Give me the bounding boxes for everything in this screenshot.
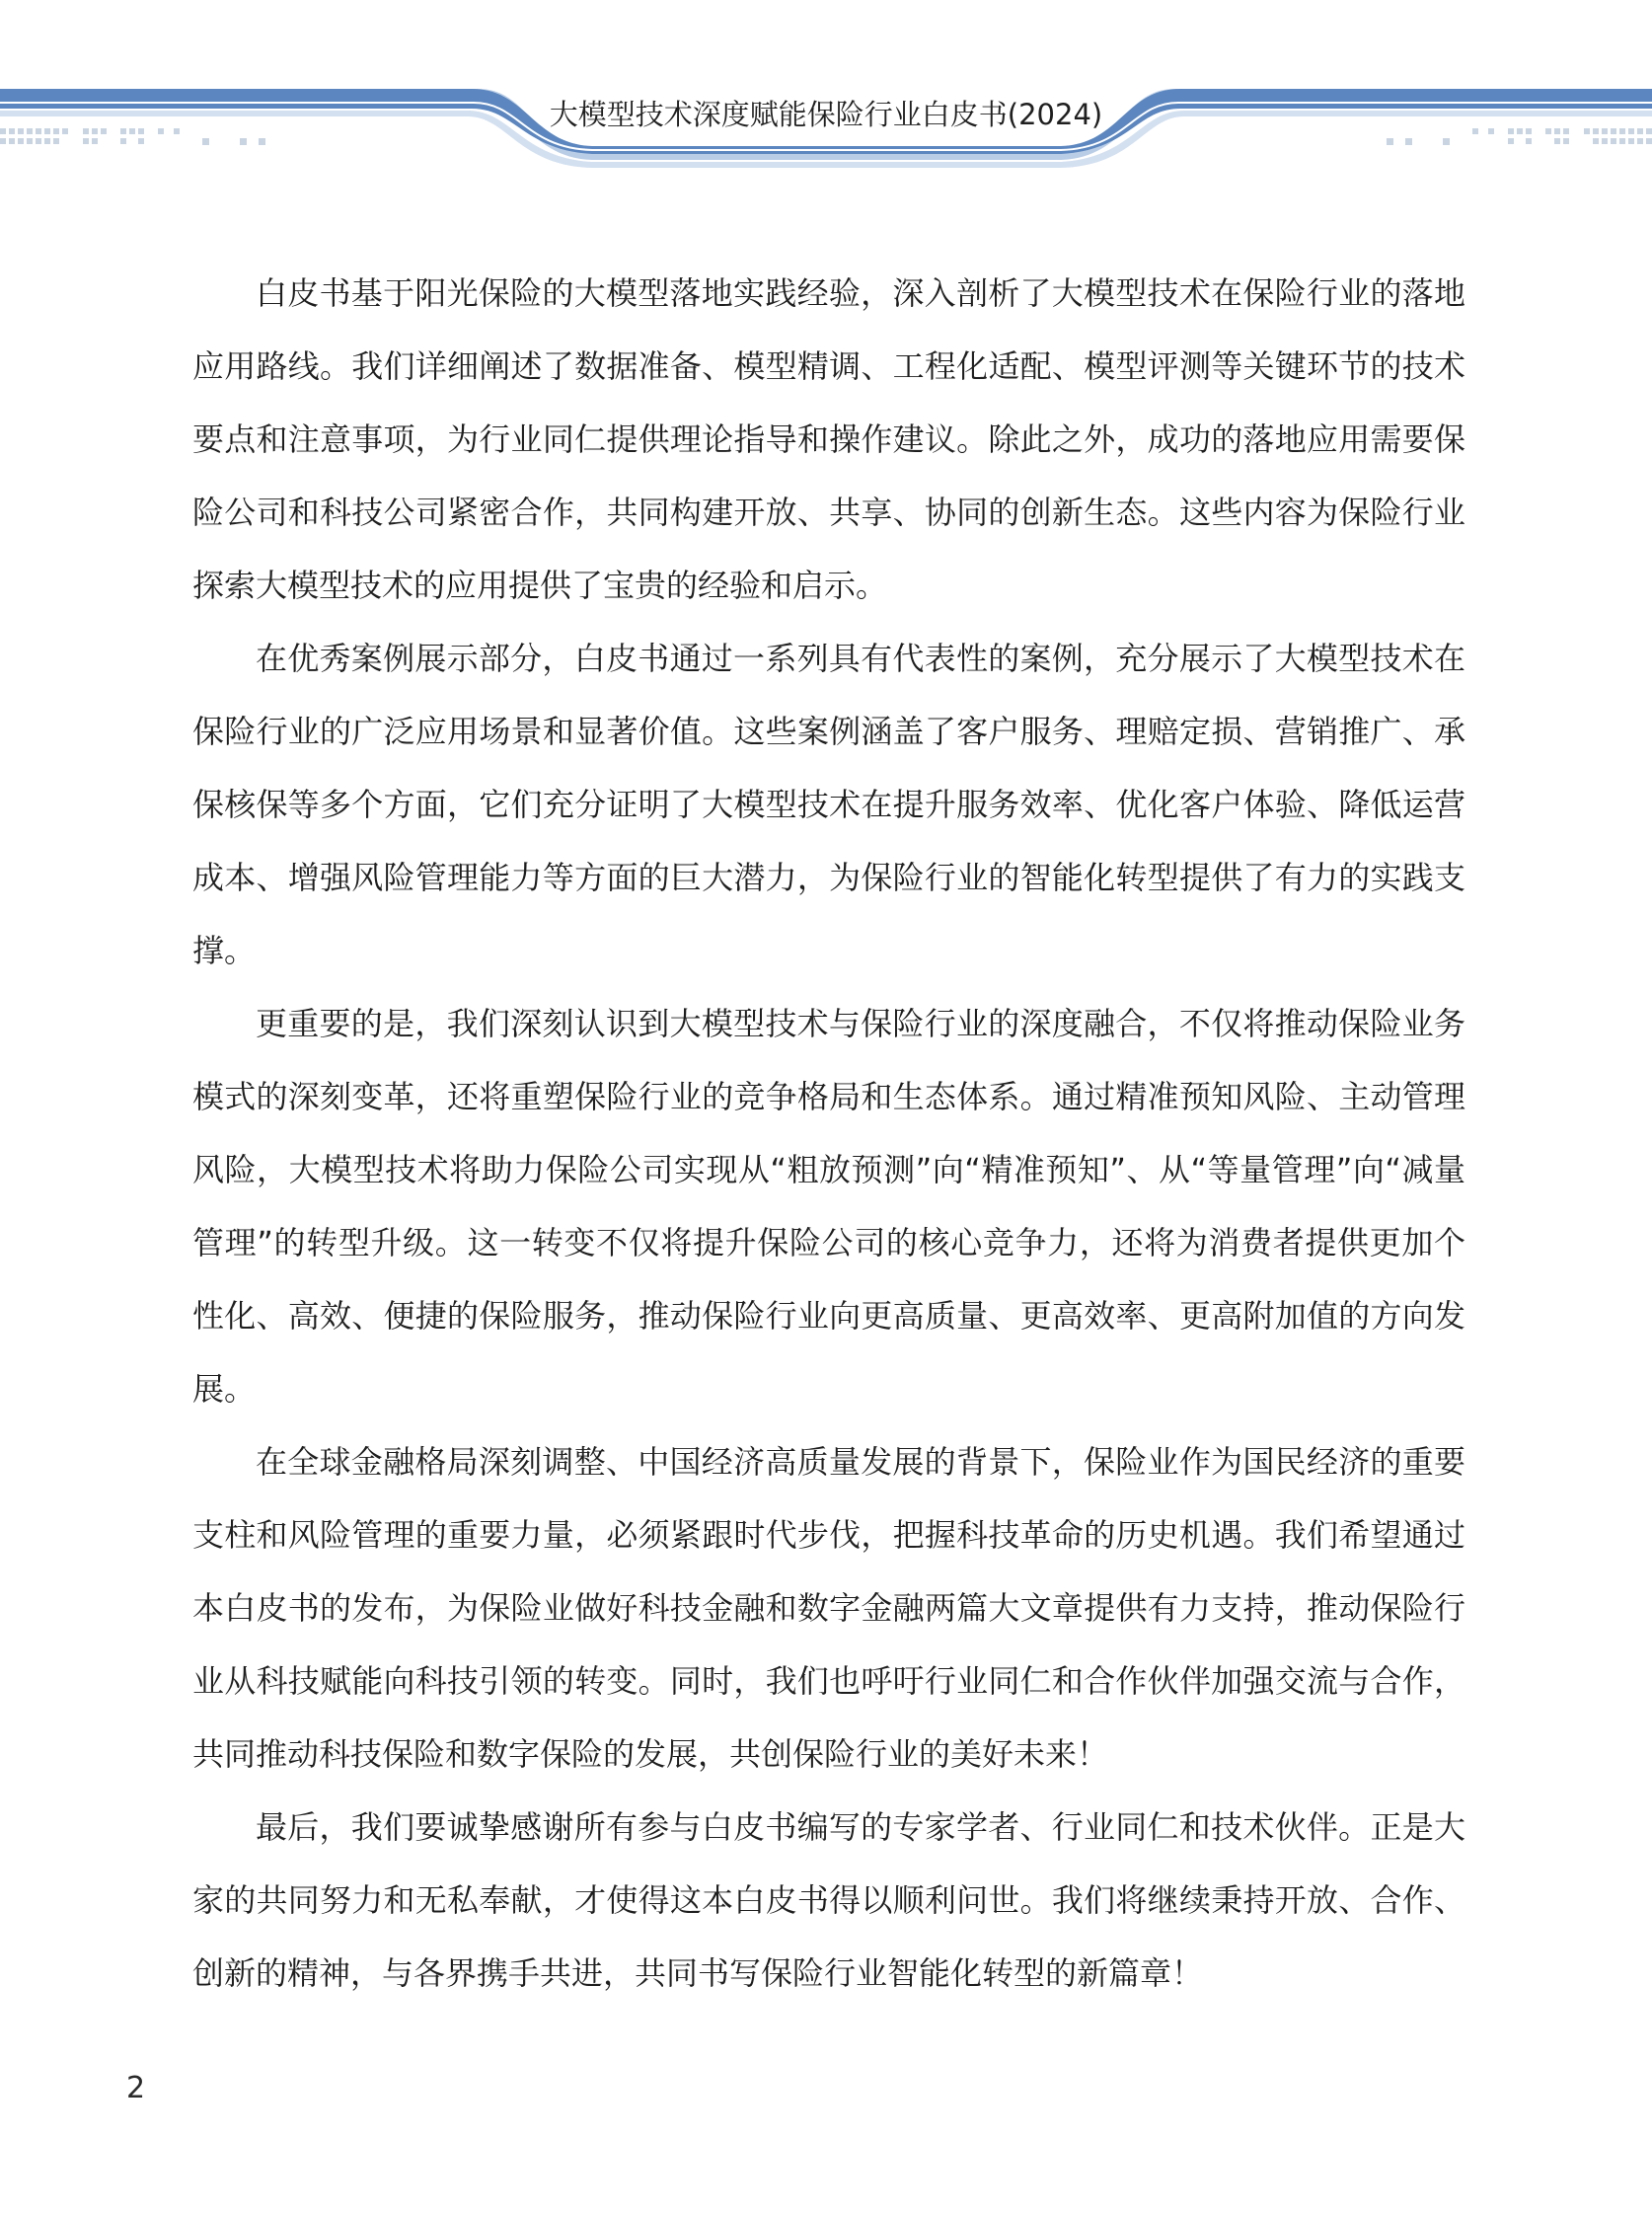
paragraph-intro: 白皮书基于阳光保险的大模型落地实践经验，深入剖析了大模型技术在保险行业的落地应用路线。我们详细阐述了数据准备、模型精调、工程化适配、模型评测等关键环节的技术要点和注意事项，为行业同仁提供理论指导和操作建议。除此之外，成功的落地应用需要保险公司和科技公司紧密合作，共同构建开放、共享、协同的创新生态。这些内容为保险行业探索大模型技术的应用提供了宝贵的经验和启示。: [192, 274, 1465, 604]
header-decoration: [0, 0, 1652, 168]
body-text: [192, 257, 1465, 2010]
page-number: 2: [126, 2071, 146, 2105]
paragraph-cases: 在优秀案例展示部分，白皮书通过一系列具有代表性的案例，充分展示了大模型技术在保险行业的广泛应用场景和显著价值。这些案例涵盖了客户服务、理赔定损、营销推广、承保核保等多个方面，它们充分证明了大模型技术在提升服务效率、优化客户体验、降低运营成本、增强风险管理能力等方面的巨大潜力，为保险行业的智能化转型提供了有力的实践支撑。: [192, 640, 1465, 969]
header-title: 大模型技术深度赋能保险行业白皮书(2024): [549, 98, 1103, 131]
page-header: [0, 0, 1652, 168]
paragraph-context: 在全球金融格局深刻调整、中国经济高质量发展的背景下，保险业作为国民经济的重要支柱和风险管理的重要力量，必须紧跟时代步伐，把握科技革命的历史机遇。我们希望通过本白皮书的发布，为保险业做好科技金融和数字金融两篇大文章提供有力支持，推动保险行业从科技赋能向科技引领的转变。同时，我们也呼吁行业同仁和合作伙伴加强交流与合作，共同推动科技保险和数字保险的发展，共创保险行业的美好未来！: [192, 1443, 1465, 1773]
paragraph-importance: 更重要的是，我们深刻认识到大模型技术与保险行业的深度融合，不仅将推动保险业务模式的深刻变革，还将重塑保险行业的竞争格局和生态体系。通过精准预知风险、主动管理风险，大模型技术将助力保险公司实现从“粗放预测”向“精准预知”、从“等量管理”向“减量管理”的转型升级。这一转变不仅将提升保险公司的核心竞争力，还将为消费者提供更加个性化、高效、便捷的保险服务，推动保险行业向更高质量、更高效率、更高附加值的方向发展。: [192, 1005, 1465, 1408]
paragraph-thanks: 最后，我们要诚挚感谢所有参与白皮书编写的专家学者、行业同仁和技术伙伴。正是大家的共同努力和无私奉献，才使得这本白皮书得以顺利问世。我们将继续秉持开放、合作、创新的精神，与各界携手共进，共同书写保险行业智能化转型的新篇章！: [192, 1808, 1465, 1992]
